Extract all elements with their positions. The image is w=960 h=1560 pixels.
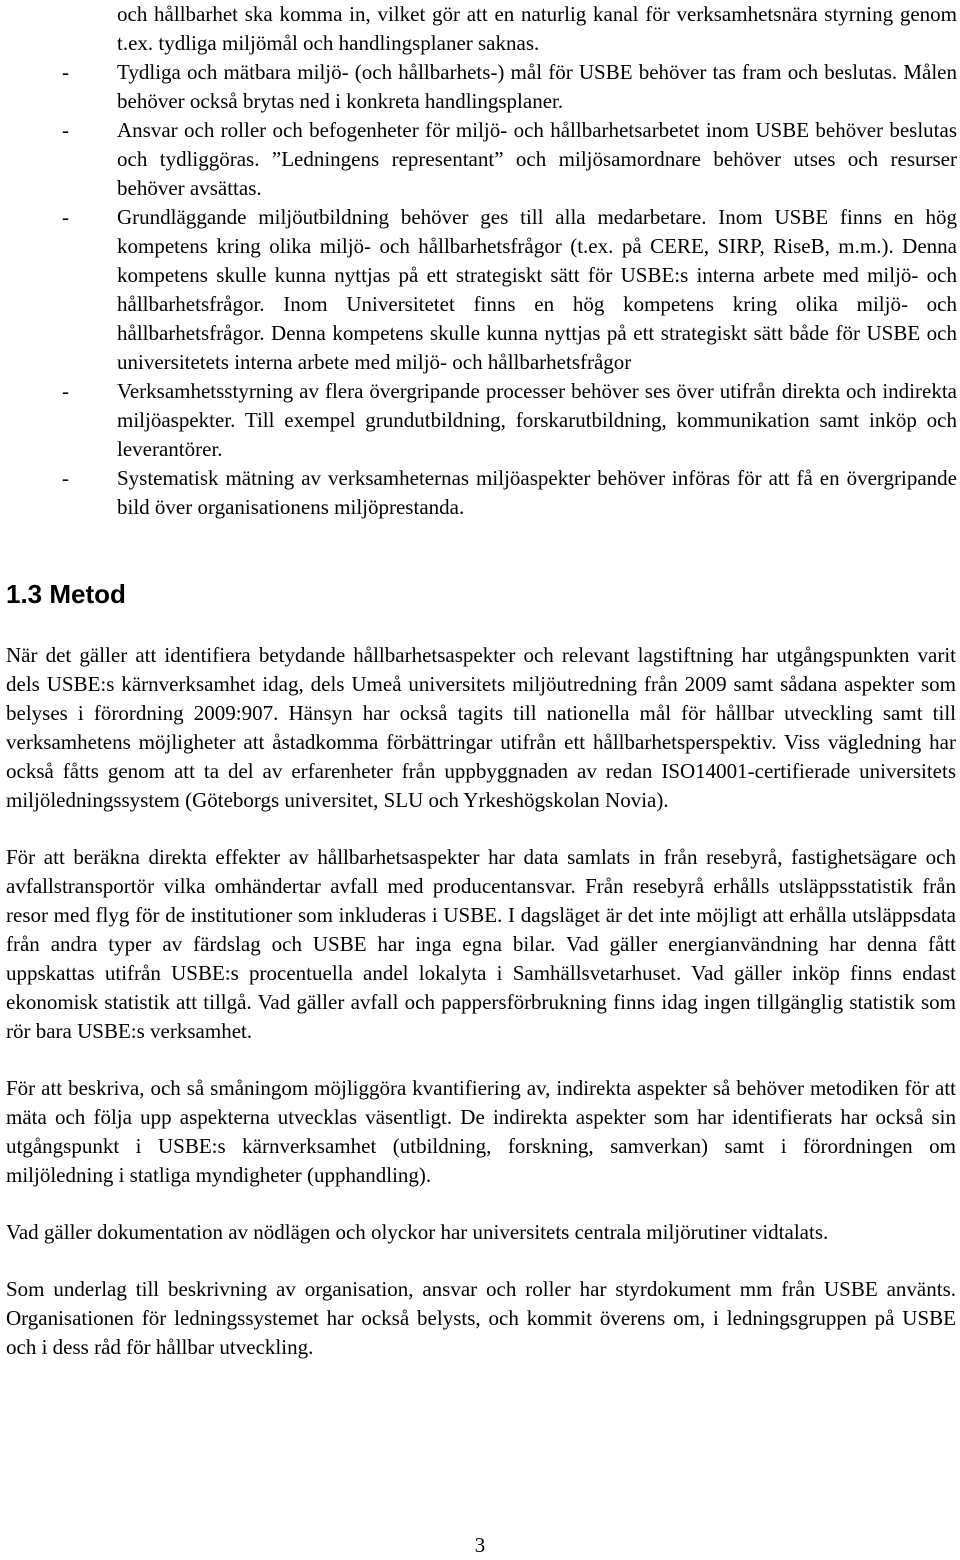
section-body [6,641,956,1390]
body-paragraph: Som underlag till beskrivning av organisation, ansvar och roller har styrdokument mm från USBE använts. Organisationen för ledningssystemet har också belysts, och kommit överens om, i ledningsgruppen på USBE och i dess råd för hållbar utveckling. [6,1277,956,1359]
bullet-item [62,116,957,203]
bullet-item [62,203,957,377]
bullet-item [62,58,957,116]
page-number: 3 [474,1533,486,1557]
section-heading: 1.3 Metod [6,579,126,609]
bullet-marker: - [62,379,69,403]
bullet-item [62,377,957,464]
body-paragraph: För att beräkna direkta effekter av hållbarhetsaspekter har data samlats in från resebyrå, fastighetsägare och avfallstransportör vilka omhändertar avfall med producentansvar. Från resebyrå erhålls utsläppsstatistik från resor med flyg för de institutioner som inkluderas i USBE. I dagsläget är det inte möjligt att erhålla utsläppsdata från andra typer av färdslag och USBE har inga egna bilar. Vad gäller energianvändning har denna fått uppskattas utifrån USBE:s procentuella andel lokalyta i Samhällsvetarhuset. Vad gäller inköp finns endast ekonomisk statistik att tillgå. Vad gäller avfall och pappersförbrukning finns idag ingen tillgänglig statistik som rör bara USBE:s verksamhet. [6,845,956,1043]
body-paragraph: För att beskriva, och så småningom möjliggöra kvantifiering av, indirekta aspekter så behöver metodiken för att mäta och följa upp aspekterna utvecklas väsentligt. De indirekta aspekter som har identifierats har också sin utgångspunkt i USBE:s kärnverksamhet (utbildning, forskning, samverkan) samt i förordningen om miljöledning i statliga myndigheter (upphandling). [6,1076,956,1187]
bullet-marker: - [62,466,69,490]
body-paragraph: Vad gäller dokumentation av nödlägen och olyckor har universitets centrala miljörutiner vidtalats. [6,1220,829,1244]
bullet-text: Systematisk mätning av verksamheternas miljöaspekter behöver införas för att få en övergripande bild över organisationens miljöprestanda. [117,466,957,519]
bullet-text: Ansvar och roller och befogenheter för miljö- och hållbarhetsarbetet inom USBE behöver beslutas och tydliggöras. ”Ledningens representant” och miljösamordnare behöver utses och resurser behöver avsättas. [117,118,957,200]
bullet-text: Tydliga och mätbara miljö- (och hållbarhets-) mål för USBE behöver tas fram och beslutas. Målen behöver också brytas ned i konkreta handlingsplaner. [117,60,957,113]
bullet-marker: - [62,118,69,142]
bullet-list [62,0,957,522]
intro-continuation: och hållbarhet ska komma in, vilket gör att en naturlig kanal för verksamhetsnära styrning genom t.ex. tydliga miljömål och handlingsplaner saknas. [117,2,957,55]
bullet-marker: - [62,205,69,229]
bullet-text: Verksamhetsstyrning av flera övergripande processer behöver ses över utifrån direkta och indirekta miljöaspekter. Till exempel grundutbildning, forskarutbildning, kommunikation samt inköp och leverantörer. [117,379,957,461]
bullet-item [62,464,957,522]
body-paragraph: När det gäller att identifiera betydande hållbarhetsaspekter och relevant lagstiftning har utgångspunkten varit dels USBE:s kärnverksamhet idag, dels Umeå universitets miljöutredning från 2009 samt sådana aspekter som belyses i förordning 2009:907. Hänsyn har också tagits till nationella mål för hållbar utveckling samt till verksamhetens möjligheter att åstadkomma förbättringar utifrån ett hållbarhetsperspektiv. Viss vägledning har också fåtts genom att ta del av erfarenheter från uppbyggnaden av redan ISO14001-certifierade universitets miljöledningssystem (Göteborgs universitet, SLU och Yrkeshögskolan Novia). [6,643,956,812]
bullet-marker: - [62,60,69,84]
bullet-text: Grundläggande miljöutbildning behöver ges till alla medarbetare. Inom USBE finns en hög kompetens kring olika miljö- och hållbarhetsfrågor (t.ex. på CERE, SIRP, RiseB, m.m.). Denna kompetens skulle kunna nyttjas på ett strategiskt sätt för USBE:s interna arbete med miljö- och hållbarhetsfrågor. Inom Universitetet finns en hög kompetens kring olika miljö- och hållbarhetsfrågor. Denna kompetens skulle kunna nyttjas på ett strategiskt sätt både för USBE och universitetets interna arbete med miljö- och hållbarhetsfrågor [117,205,957,374]
